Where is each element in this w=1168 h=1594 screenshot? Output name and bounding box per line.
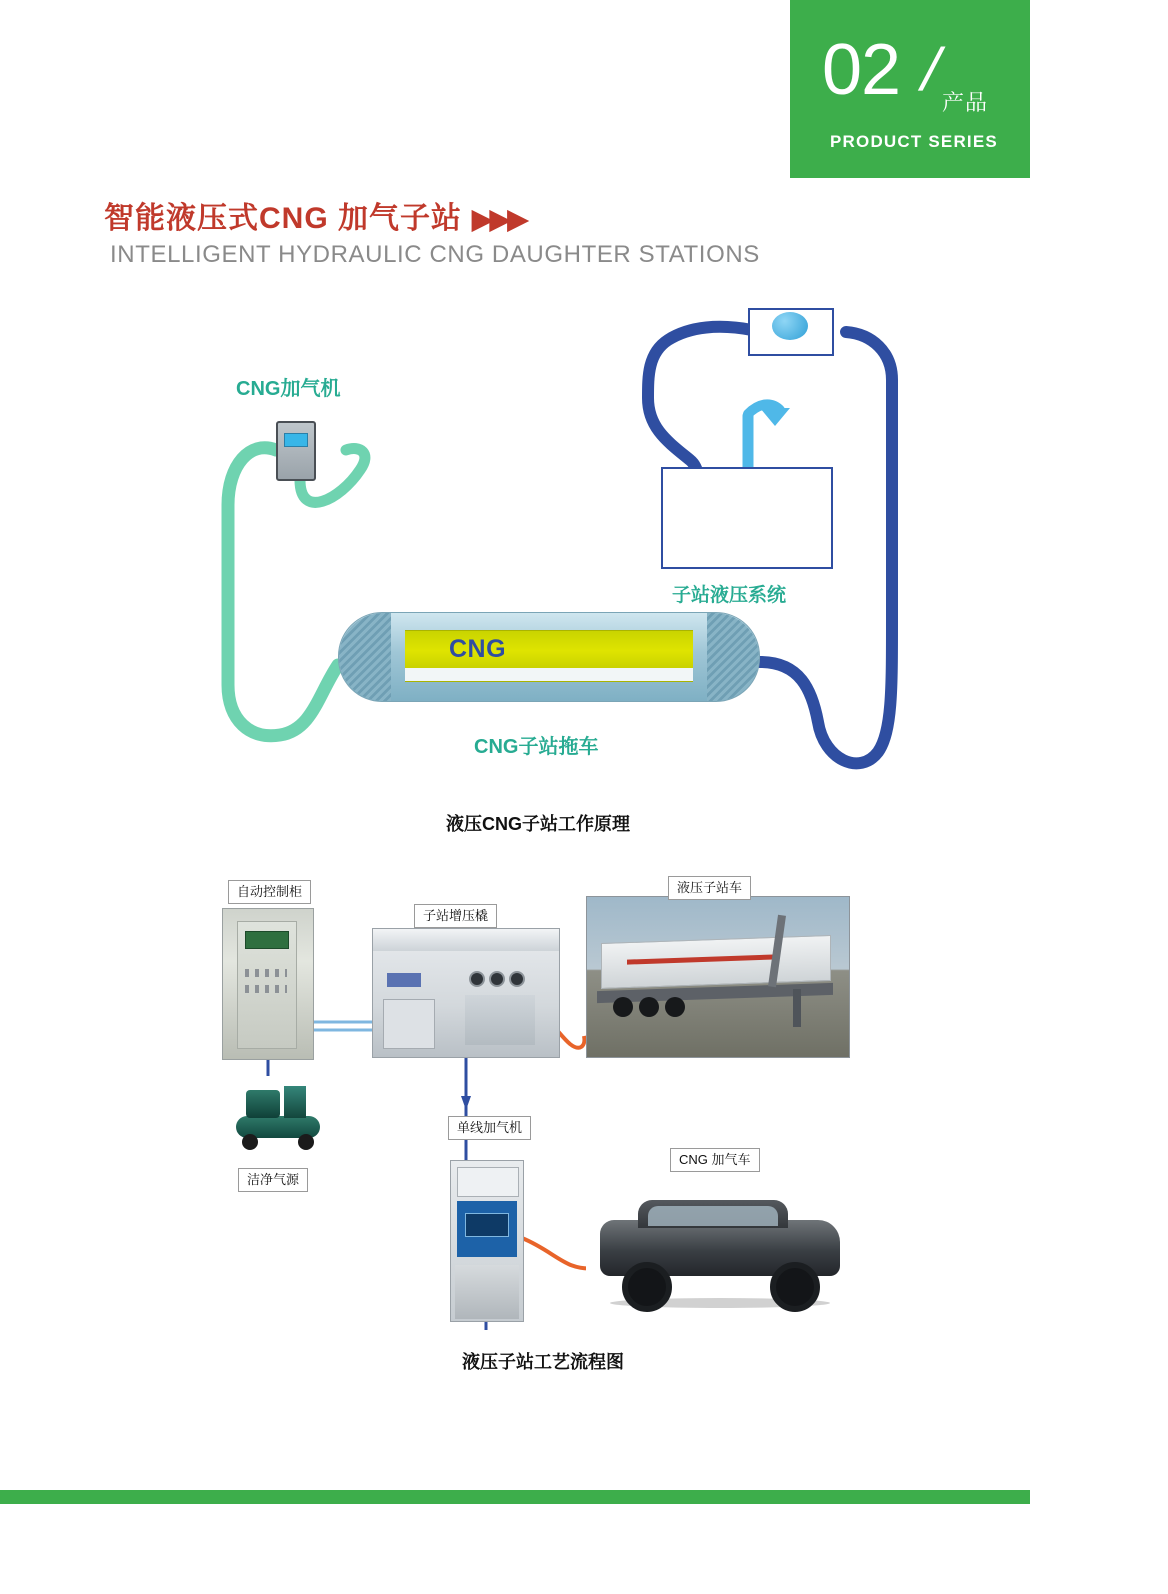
- compressor-wheel-left: [242, 1134, 258, 1150]
- vehicle-windows: [648, 1206, 778, 1226]
- tag-hydraulic-trailer: 液压子站车: [668, 876, 751, 900]
- page-title-en: INTELLIGENT HYDRAULIC CNG DAUGHTER STATIONS: [110, 241, 760, 268]
- skid-gauge-1: [469, 971, 485, 987]
- dispenser-display: [465, 1213, 509, 1237]
- working-principle-schematic: [0, 290, 1168, 850]
- section-label-en: PRODUCT SERIES: [830, 132, 998, 151]
- schematic-caption: 液压CNG子站工作原理: [446, 814, 630, 834]
- tag-control-cabinet: 自动控制柜: [228, 880, 311, 904]
- label-cng-trailer: CNG子站拖车: [474, 736, 599, 758]
- skid-door: [383, 999, 435, 1049]
- page-title-cn: [104, 193, 525, 237]
- control-cabinet-photo: [222, 908, 314, 1060]
- vehicle-wheel-front: [622, 1262, 672, 1312]
- flow-caption: 液压子站工艺流程图: [462, 1352, 624, 1372]
- skid-logo: [387, 973, 421, 987]
- tag-clean-gas-source: 洁净气源: [238, 1168, 308, 1192]
- label-hydraulic-system: 子站液压系统: [672, 585, 787, 606]
- flow-connectors: [0, 860, 1168, 1400]
- hydraulic-unit-box: [661, 467, 833, 569]
- cabinet-panel: [245, 931, 289, 949]
- hydraulic-trailer-photo: [586, 896, 850, 1058]
- footer-bar: [0, 1490, 1030, 1504]
- skid-gauge-3: [509, 971, 525, 987]
- pressure-sensor-icon: [772, 312, 808, 340]
- process-flow-diagram: [0, 860, 1168, 1400]
- tag-cng-vehicle: CNG 加气车: [670, 1148, 760, 1172]
- cabinet-buttons-row2: [245, 985, 287, 993]
- air-compressor-photo: [228, 1076, 328, 1154]
- tag-booster-skid: 子站增压橇: [414, 904, 497, 928]
- single-line-dispenser-photo: [450, 1160, 524, 1322]
- cng-trailer-tank-graphic: [338, 612, 760, 702]
- tank-band-white: [405, 668, 693, 681]
- teal-pipe-group: [0, 290, 1168, 850]
- trailer-wheel-2: [639, 997, 659, 1017]
- vehicle-wheel-rear: [770, 1262, 820, 1312]
- cng-dispenser-graphic: [276, 421, 316, 481]
- trailer-support-leg: [793, 989, 801, 1027]
- skid-valve-panel: [465, 995, 535, 1045]
- tag-single-line-dispenser: 单线加气机: [448, 1116, 531, 1140]
- section-slash: /: [914, 36, 949, 103]
- skid-gauge-2: [489, 971, 505, 987]
- compressor-head: [284, 1086, 306, 1118]
- compressor-motor: [246, 1090, 280, 1118]
- cabinet-buttons-row1: [245, 969, 287, 977]
- section-number: 02: [822, 30, 901, 110]
- cng-vehicle-photo: [586, 1186, 854, 1322]
- tank-label-cng: CNG: [449, 635, 507, 663]
- section-badge: [790, 0, 1030, 178]
- dispenser-top: [457, 1167, 519, 1197]
- page-title-cn-text: 智能液压式CNG 加气子站: [104, 202, 462, 235]
- skid-top: [373, 929, 559, 951]
- compressor-wheel-right: [298, 1134, 314, 1150]
- section-label-cn: 产品: [942, 90, 989, 115]
- arrows-icon: ▶▶▶: [472, 204, 526, 234]
- dispenser-screen-icon: [284, 433, 308, 447]
- label-cng-dispenser: CNG加气机: [236, 378, 341, 400]
- trailer-wheel-3: [665, 997, 685, 1017]
- trailer-wheel-1: [613, 997, 633, 1017]
- booster-skid-photo: [372, 928, 560, 1058]
- dispenser-base: [455, 1265, 519, 1319]
